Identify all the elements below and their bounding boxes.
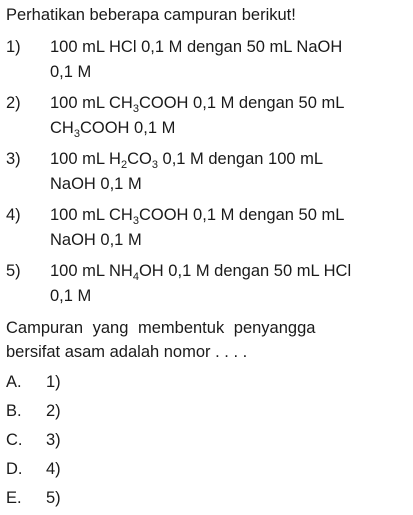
subscript: 4 bbox=[132, 271, 139, 283]
item-line-2: NaOH 0,1 M bbox=[50, 231, 142, 249]
subscript: 3 bbox=[151, 159, 158, 171]
option-letter: C. bbox=[6, 431, 23, 449]
item-number: 4) bbox=[6, 206, 21, 224]
item-line-1: 100 mL HCl 0,1 M dengan 50 mL NaOH bbox=[50, 38, 343, 56]
subscript: 2 bbox=[120, 159, 128, 171]
formula-text: 100 mL H bbox=[50, 150, 121, 168]
item-text bbox=[50, 259, 406, 309]
formula-text: 100 mL NH bbox=[50, 262, 133, 280]
option-letter: A. bbox=[6, 373, 22, 391]
item-text bbox=[50, 147, 406, 197]
subscript: 3 bbox=[73, 128, 80, 140]
item-line-1 bbox=[50, 259, 406, 284]
item-number: 5) bbox=[6, 262, 21, 280]
item-line-2: NaOH 0,1 M bbox=[50, 175, 142, 193]
option-value: 4) bbox=[46, 460, 61, 478]
option-value: 2) bbox=[46, 402, 61, 420]
item-text bbox=[50, 203, 406, 253]
option-value: 1) bbox=[46, 373, 61, 391]
option-value: 5) bbox=[46, 489, 61, 507]
subscript: 3 bbox=[132, 215, 139, 227]
formula-text: COOH 0,1 M dengan 50 mL bbox=[138, 94, 345, 112]
formula-text: 100 mL CH bbox=[50, 206, 133, 224]
option-letter: D. bbox=[6, 460, 23, 478]
question-text bbox=[6, 316, 406, 364]
formula-text: 0,1 M dengan 100 mL bbox=[157, 150, 324, 168]
item-line-1 bbox=[50, 147, 406, 172]
item-line-2: 0,1 M bbox=[50, 287, 92, 305]
item-number: 1) bbox=[6, 38, 21, 56]
question-line-2: bersifat asam adalah nomor . . . . bbox=[6, 343, 248, 361]
item-text bbox=[50, 91, 406, 141]
item-line-2: 0,1 M bbox=[50, 63, 92, 81]
item-line-1 bbox=[50, 203, 406, 228]
option-b[interactable] bbox=[6, 399, 61, 423]
option-c[interactable] bbox=[6, 428, 61, 452]
option-a[interactable] bbox=[6, 370, 61, 394]
option-d[interactable] bbox=[6, 457, 61, 481]
formula-text: CH bbox=[50, 119, 74, 137]
option-value: 3) bbox=[46, 431, 61, 449]
option-letter: E. bbox=[6, 489, 22, 507]
item-line-1 bbox=[50, 91, 406, 116]
option-e[interactable] bbox=[6, 486, 61, 510]
formula-text: 100 mL CH bbox=[50, 94, 133, 112]
formula-text: COOH 0,1 M bbox=[79, 119, 176, 137]
item-text bbox=[50, 35, 406, 85]
intro-text: Perhatikan beberapa campuran berikut! bbox=[6, 6, 296, 24]
item-number: 2) bbox=[6, 94, 21, 112]
question-line-1: Campuran yang membentuk penyangga bbox=[6, 319, 316, 337]
item-number: 3) bbox=[6, 150, 21, 168]
formula-text: COOH 0,1 M dengan 50 mL bbox=[138, 206, 345, 224]
subscript: 3 bbox=[132, 103, 139, 115]
formula-text: OH 0,1 M dengan 50 mL HCl bbox=[138, 262, 352, 280]
option-letter: B. bbox=[6, 402, 22, 420]
formula-text: CO bbox=[127, 150, 152, 168]
item-line-2 bbox=[50, 116, 406, 141]
